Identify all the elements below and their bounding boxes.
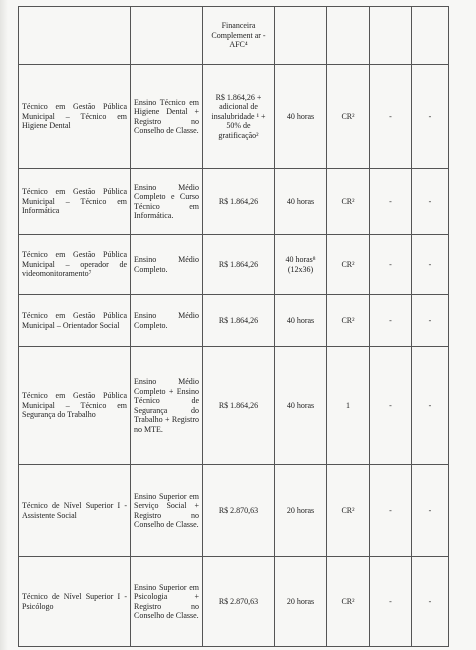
col7-cell: - [412,557,449,647]
header-cell-empty [131,7,203,65]
header-cell-empty [19,7,131,65]
cargo-cell: Técnico em Gestão Pública Municipal – Técnico em Segurança do Trabalho [19,347,131,465]
vagas-cell: CR² [327,169,370,235]
col6-cell: - [370,235,412,295]
carga-horaria-cell: 40 horas [275,169,327,235]
table-row [19,169,449,235]
table-row [19,295,449,347]
col6-cell: - [370,347,412,465]
vagas-cell: 1 [327,347,370,465]
carga-horaria-cell: 20 horas [275,465,327,557]
requisitos-cell: Ensino Superior em Serviço Social + Registro no Conselho de Classe. [131,465,203,557]
vagas-cell: CR² [327,557,370,647]
col7-cell: - [412,169,449,235]
requisitos-cell: Ensino Médio Completo + Ensino Técnico de Segurança do Trabalho + Registro no MTE. [131,347,203,465]
vencimento-cell: R$ 1.864,26 + adicional de insalubridade ¹ + 50% de gratificação² [203,65,275,169]
header-cell-empty [275,7,327,65]
col7-cell: - [412,347,449,465]
header-cell-empty [327,7,370,65]
vencimento-cell: R$ 2.870,63 [203,557,275,647]
requisitos-cell: Ensino Médio Completo. [131,295,203,347]
vencimento-cell: R$ 2.870,63 [203,465,275,557]
vencimento-cell: R$ 1.864,26 [203,347,275,465]
col6-cell: - [370,295,412,347]
cargos-table [18,6,449,647]
vencimento-cell: R$ 1.864,26 [203,295,275,347]
requisitos-cell: Ensino Superior em Psicologia + Registro no Conselho de Classe. [131,557,203,647]
cargo-cell: Técnico em Gestão Pública Municipal – operador de videomonitoramento⁷ [19,235,131,295]
vagas-cell: CR² [327,295,370,347]
vagas-cell: CR² [327,65,370,169]
vencimento-cell: R$ 1.864,26 [203,169,275,235]
col6-cell: - [370,557,412,647]
header-cell-empty [412,7,449,65]
cargo-cell: Técnico em Gestão Pública Municipal – Técnico em Higiene Dental [19,65,131,169]
table-row [19,235,449,295]
header-cell-remuneracao: Financeira Complement ar - AFC⁴ [203,7,275,65]
col7-cell: - [412,235,449,295]
carga-horaria-cell: 40 horas [275,65,327,169]
requisitos-cell: Ensino Médio Completo e Curso Técnico em Informática. [131,169,203,235]
cargo-cell: Técnico em Gestão Pública Municipal – Técnico em Informática [19,169,131,235]
header-cell-empty [370,7,412,65]
page-fold-shadow [0,0,8,650]
carga-horaria-cell: 40 horas [275,295,327,347]
table-row [19,465,449,557]
cargo-cell: Técnico de Nível Superior I - Psicólogo [19,557,131,647]
col7-cell: - [412,65,449,169]
carga-horaria-cell: 40 horas [275,347,327,465]
vagas-cell: CR² [327,465,370,557]
carga-horaria-cell: 40 horas⁸ (12x36) [275,235,327,295]
col7-cell: - [412,465,449,557]
cargo-cell: Técnico em Gestão Pública Municipal – Orientador Social [19,295,131,347]
col6-cell: - [370,65,412,169]
col6-cell: - [370,465,412,557]
table-row [19,65,449,169]
col7-cell: - [412,295,449,347]
table-header-row [19,7,449,65]
requisitos-cell: Ensino Técnico em Higiene Dental + Registro no Conselho de Classe. [131,65,203,169]
vencimento-cell: R$ 1.864,26 [203,235,275,295]
carga-horaria-cell: 20 horas [275,557,327,647]
cargo-cell: Técnico de Nível Superior I - Assistente Social [19,465,131,557]
requisitos-cell: Ensino Médio Completo. [131,235,203,295]
col6-cell: - [370,169,412,235]
table-row [19,347,449,465]
table-row [19,557,449,647]
vagas-cell: CR² [327,235,370,295]
